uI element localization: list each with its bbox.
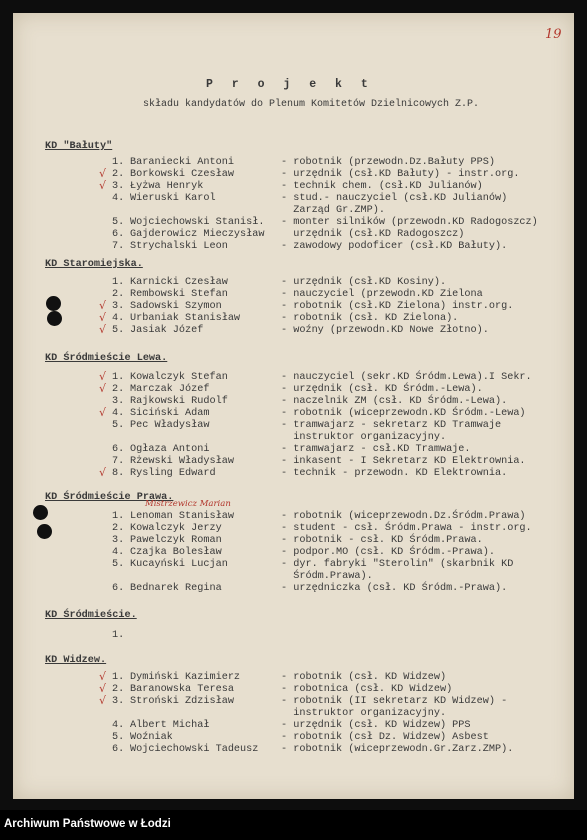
candidate-name: Stroński Zdzisław xyxy=(130,696,234,707)
row-number: 6. xyxy=(112,444,125,455)
row-number: 3. xyxy=(112,535,125,546)
row-number: 4. xyxy=(112,193,125,204)
candidate-description: - zawodowy podoficer (csł.KD Bałuty). xyxy=(281,241,508,252)
candidate-description: - naczelnik ZM (csł. KD Śródm.-Lewa). xyxy=(281,396,508,407)
page-number: 19 xyxy=(545,27,562,42)
candidate-description: urzędnik (csł.KD Radogoszcz) xyxy=(281,229,465,240)
candidate-description: - robotnica (csł. KD Widzew) xyxy=(281,684,453,695)
candidate-description: - woźny (przewodn.KD Nowe Złotno). xyxy=(281,325,489,336)
candidate-description: - tramwajarz - sekretarz KD Tramwaje xyxy=(281,420,502,431)
row-number: 1. xyxy=(112,157,125,168)
candidate-name: Borkowski Czesław xyxy=(130,169,234,180)
candidate-description: - urzędniczka (csł. KD Śródm.-Prawa). xyxy=(281,583,508,594)
row-number: 5. xyxy=(112,732,125,743)
candidate-description: instruktor organizacyjny. xyxy=(281,708,447,719)
candidate-name: Kowalczyk Jerzy xyxy=(130,523,222,534)
candidate-description: - robotnik (wiceprzewodn.Gr.Zarz.ZMP). xyxy=(281,744,514,755)
candidate-description: - robotnik (wiceprzewodn.Dz.Śródm.Prawa) xyxy=(281,511,526,522)
row-number: 1. xyxy=(112,672,125,683)
row-number: 3. xyxy=(112,696,125,707)
candidate-description: Śródm.Prawa). xyxy=(281,571,373,582)
handwritten-note: Mistrzewicz Marian xyxy=(145,499,231,509)
candidate-name: Wojciechowski Stanisł. xyxy=(130,217,265,228)
candidate-description: - technik - przewodn. KD Elektrownia. xyxy=(281,468,508,479)
candidate-description: - technik chem. (csł.KD Julianów) xyxy=(281,181,483,192)
candidate-description: - robotnik - csł. KD Śródm.Prawa. xyxy=(281,535,483,546)
candidate-name: Czajka Bolesław xyxy=(130,547,222,558)
archive-footer xyxy=(0,810,587,840)
row-number: 1. xyxy=(112,372,125,383)
candidate-name: Jasiak Józef xyxy=(130,325,204,336)
candidate-name: Rembowski Stefan xyxy=(130,289,228,300)
row-number: 6. xyxy=(112,583,125,594)
row-number: 4. xyxy=(112,720,125,731)
punch-hole xyxy=(47,311,62,326)
row-number: 3. xyxy=(112,181,125,192)
candidate-name: Strychalski Leon xyxy=(130,241,228,252)
row-number: 4. xyxy=(112,547,125,558)
punch-hole xyxy=(46,296,61,311)
archive-name: Archiwum Państwowe w Łodzi xyxy=(4,818,171,830)
candidate-name: Pawelczyk Roman xyxy=(130,535,222,546)
check-mark: √ xyxy=(99,179,107,192)
row-number: 2. xyxy=(112,169,125,180)
candidate-name: Wojciechowski Tadeusz xyxy=(130,744,259,755)
check-mark: √ xyxy=(99,682,107,695)
row-number: 3. xyxy=(112,301,125,312)
candidate-description: - urzędnik (csł. KD Śródm.-Lewa). xyxy=(281,384,483,395)
candidate-description: - podpor.MO (csł. KD Śródm.-Prawa). xyxy=(281,547,495,558)
candidate-name: Lenoman Stanisław xyxy=(130,511,234,522)
row-number: 1. xyxy=(112,630,125,641)
candidate-description: - student - csł. Śródm.Prawa - instr.org. xyxy=(281,523,532,534)
check-mark: √ xyxy=(99,167,107,180)
row-number: 5. xyxy=(112,559,125,570)
candidate-name: Rżewski Władysław xyxy=(130,456,234,467)
candidate-description: - inkasent - I Sekretarz KD Elektrownia. xyxy=(281,456,526,467)
check-mark: √ xyxy=(99,694,107,707)
document-title: P r o j e k t xyxy=(206,78,374,91)
check-mark: √ xyxy=(99,670,107,683)
section-heading: KD Staromiejska. xyxy=(45,259,143,270)
candidate-description: - robotnik (wiceprzewodn.KD Śródm.-Lewa) xyxy=(281,408,526,419)
punch-hole xyxy=(33,505,48,520)
candidate-description: - robotnik (przewodn.Dz.Bałuty PPS) xyxy=(281,157,495,168)
row-number: 2. xyxy=(112,289,125,300)
candidate-name: Pec Władysław xyxy=(130,420,210,431)
candidate-description: - urzędnik (csł. KD Widzew) PPS xyxy=(281,720,471,731)
candidate-description: instruktor organizacyjny. xyxy=(281,432,447,443)
candidate-description: - robotnik (csł Dz. Widzew) Asbest xyxy=(281,732,489,743)
candidate-description: - urzędnik (csł.KD Kosiny). xyxy=(281,277,447,288)
check-mark: √ xyxy=(99,466,107,479)
row-number: 8. xyxy=(112,468,125,479)
row-number: 6. xyxy=(112,744,125,755)
candidate-name: Siciński Adam xyxy=(130,408,210,419)
candidate-name: Rajkowski Rudolf xyxy=(130,396,228,407)
candidate-description: - monter silników (przewodn.KD Radogoszcz) xyxy=(281,217,538,228)
check-mark: √ xyxy=(99,299,107,312)
candidate-name: Łyżwa Henryk xyxy=(130,181,204,192)
candidate-description: - dyr. fabryki "Sterolin" (skarbnik KD xyxy=(281,559,514,570)
check-mark: √ xyxy=(99,323,107,336)
check-mark: √ xyxy=(99,406,107,419)
candidate-name: Woźniak xyxy=(130,732,173,743)
candidate-name: Baraniecki Antoni xyxy=(130,157,234,168)
candidate-name: Kowalczyk Stefan xyxy=(130,372,228,383)
row-number: 2. xyxy=(112,523,125,534)
row-number: 5. xyxy=(112,420,125,431)
row-number: 4. xyxy=(112,313,125,324)
row-number: 2. xyxy=(112,684,125,695)
candidate-description: Zarząd Gr.ZMP). xyxy=(281,205,385,216)
document-page xyxy=(13,13,574,799)
row-number: 7. xyxy=(112,456,125,467)
check-mark: √ xyxy=(99,382,107,395)
row-number: 6. xyxy=(112,229,125,240)
check-mark: √ xyxy=(99,370,107,383)
document-subtitle: składu kandydatów do Plenum Komitetów Dzielnicowych Z.P. xyxy=(143,99,480,110)
candidate-description: - robotnik (csł.KD Zielona) instr.org. xyxy=(281,301,514,312)
candidate-name: Wieruski Karol xyxy=(130,193,216,204)
candidate-description: - tramwajarz - csł.KD Tramwaje. xyxy=(281,444,471,455)
section-heading: KD Śródmieście Prawa. xyxy=(45,492,174,503)
candidate-description: - nauczyciel (przewodn.KD Zielona xyxy=(281,289,483,300)
candidate-description: - robotnik (II sekretarz KD Widzew) - xyxy=(281,696,508,707)
candidate-name: Gajderowicz Mieczysław xyxy=(130,229,265,240)
candidate-description: - nauczyciel (sekr.KD Śródm.Lewa).I Sekr. xyxy=(281,372,532,383)
candidate-name: Marczak Józef xyxy=(130,384,210,395)
candidate-name: Rysling Edward xyxy=(130,468,216,479)
row-number: 3. xyxy=(112,396,125,407)
row-number: 5. xyxy=(112,217,125,228)
candidate-name: Baranowska Teresa xyxy=(130,684,234,695)
row-number: 1. xyxy=(112,277,125,288)
candidate-description: - robotnik (csł. KD Zielona). xyxy=(281,313,459,324)
punch-hole xyxy=(37,524,52,539)
row-number: 1. xyxy=(112,511,125,522)
candidate-description: - robotnik (csł. KD Widzew) xyxy=(281,672,447,683)
candidate-description: - stud.- nauczyciel (csł.KD Julianów) xyxy=(281,193,508,204)
candidate-name: Albert Michał xyxy=(130,720,210,731)
candidate-name: Ogłaza Antoni xyxy=(130,444,210,455)
candidate-name: Karnicki Czesław xyxy=(130,277,228,288)
row-number: 2. xyxy=(112,384,125,395)
row-number: 5. xyxy=(112,325,125,336)
candidate-name: Bednarek Regina xyxy=(130,583,222,594)
section-heading: KD "Bałuty" xyxy=(45,141,113,152)
candidate-name: Dymiński Kazimierz xyxy=(130,672,241,683)
section-heading: KD Widzew. xyxy=(45,655,107,666)
candidate-description: - urzędnik (csł.KD Bałuty) - instr.org. xyxy=(281,169,520,180)
check-mark: √ xyxy=(99,311,107,324)
section-heading: KD Śródmieście. xyxy=(45,610,137,621)
section-heading: KD Śródmieście Lewa. xyxy=(45,353,168,364)
row-number: 7. xyxy=(112,241,125,252)
candidate-name: Urbaniak Stanisław xyxy=(130,313,241,324)
candidate-name: Sadowski Szymon xyxy=(130,301,222,312)
row-number: 4. xyxy=(112,408,125,419)
candidate-name: Kucayński Lucjan xyxy=(130,559,228,570)
